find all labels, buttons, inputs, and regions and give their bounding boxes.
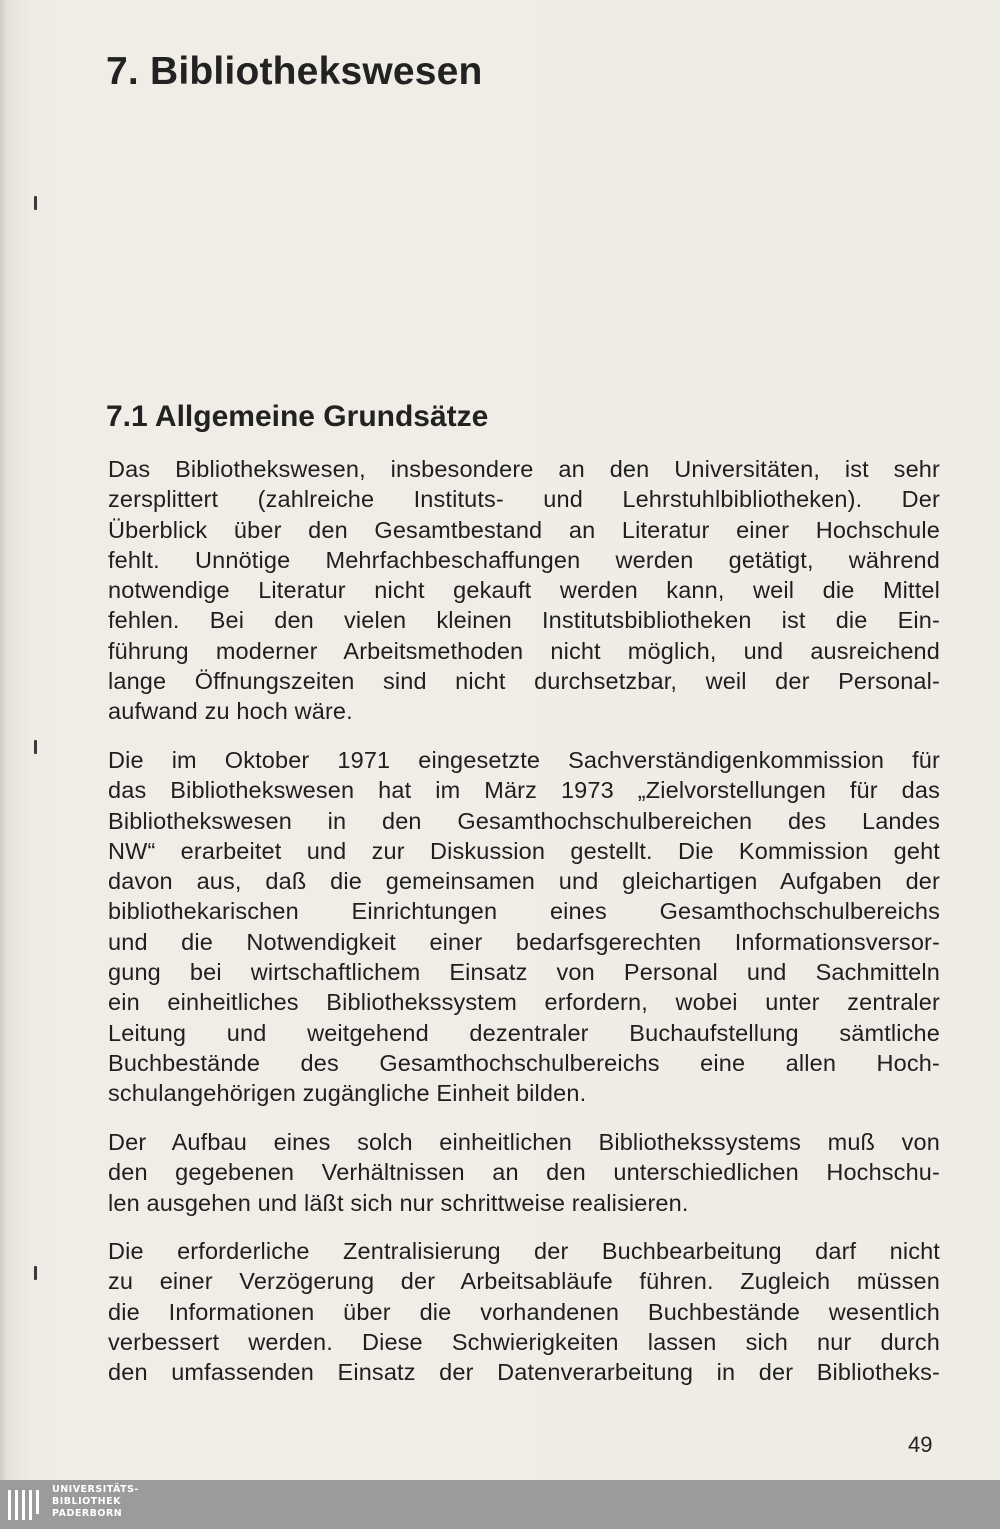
text-line: ein einheitliches Bibliothekssystem erfordern, wobei unter zentraler bbox=[108, 989, 940, 1016]
paragraph-2 bbox=[108, 745, 940, 1109]
text-line: Leitung und weitgehend dezentraler Buchaufstellung sämtliche bbox=[108, 1019, 940, 1046]
text-line: notwendige Literatur nicht gekauft werden kann, weil die Mittel bbox=[108, 577, 940, 604]
text-line: das Bibliothekswesen hat im März 1973 „Zielvorstellungen für das bbox=[108, 777, 940, 804]
text-line: NW“ erarbeitet und zur Diskussion gestellt. Die Kommission geht bbox=[108, 837, 940, 864]
text-line: len ausgehen und läßt sich nur schrittweise realisieren. bbox=[108, 1189, 689, 1216]
text-line: Die im Oktober 1971 eingesetzte Sachverständigenkommission für bbox=[108, 747, 940, 773]
text-line: zu einer Verzögerung der Arbeitsabläufe führen. Zugleich müssen bbox=[108, 1268, 940, 1295]
library-name bbox=[52, 1484, 139, 1520]
margin-mark bbox=[34, 740, 37, 754]
text-line: gung bei wirtschaftlichem Einsatz von Personal und Sachmitteln bbox=[108, 959, 940, 986]
section-title: 7.1 Allgemeine Grundsätze bbox=[106, 400, 489, 433]
text-line: den gegebenen Verhältnissen an den unterschiedlichen Hochschu- bbox=[108, 1159, 940, 1186]
paragraph-3 bbox=[108, 1127, 940, 1218]
library-name-line: BIBLIOTHEK bbox=[52, 1496, 121, 1507]
text-line: davon aus, daß die gemeinsamen und gleichartigen Aufgaben der bbox=[108, 868, 940, 895]
text-line: Bibliothekswesen in den Gesamthochschulbereichen des Landes bbox=[108, 807, 940, 834]
chapter-title: 7. Bibliothekswesen bbox=[106, 50, 483, 93]
text-line: Buchbestände des Gesamthochschulbereichs eine allen Hoch- bbox=[108, 1049, 940, 1076]
text-line: lange Öffnungszeiten sind nicht durchsetzbar, weil der Personal- bbox=[108, 668, 940, 695]
text-line: aufwand zu hoch wäre. bbox=[108, 698, 353, 725]
text-line: Das Bibliothekswesen, insbesondere an den Universitäten, ist sehr bbox=[108, 456, 940, 482]
text-line: die Informationen über die vorhandenen Buchbestände wesentlich bbox=[108, 1298, 940, 1325]
text-line: Überblick über den Gesamtbestand an Literatur einer Hochschule bbox=[108, 516, 940, 543]
paragraph-1 bbox=[108, 454, 940, 727]
text-line: verbessert werden. Diese Schwierigkeiten lassen sich nur durch bbox=[108, 1328, 940, 1355]
text-line: führung moderner Arbeitsmethoden nicht möglich, und ausreichend bbox=[108, 637, 940, 664]
library-logo-icon bbox=[6, 1486, 44, 1524]
text-line: schulangehörigen zugängliche Einheit bilden. bbox=[108, 1080, 587, 1107]
page-gutter-shadow bbox=[0, 0, 8, 1480]
text-line: Der Aufbau eines solch einheitlichen Bibliothekssystems muß von bbox=[108, 1129, 940, 1155]
text-line: bibliothekarischen Einrichtungen eines Gesamthochschulbereichs bbox=[108, 898, 940, 925]
library-name-line: UNIVERSITÄTS- bbox=[52, 1484, 139, 1495]
margin-mark bbox=[34, 1266, 37, 1280]
text-line: und die Notwendigkeit einer bedarfsgerechten Informationsversor- bbox=[108, 928, 940, 955]
text-line: fehlen. Bei den vielen kleinen Institutsbibliotheken ist die Ein- bbox=[108, 607, 940, 634]
text-line: den umfassenden Einsatz der Datenverarbeitung in der Bibliotheks- bbox=[108, 1359, 940, 1386]
text-line: fehlt. Unnötige Mehrfachbeschaffungen werden getätigt, während bbox=[108, 546, 940, 573]
library-name-line: PADERBORN bbox=[52, 1508, 123, 1519]
text-line: Die erforderliche Zentralisierung der Buchbearbeitung darf nicht bbox=[108, 1238, 940, 1264]
library-footer-bar bbox=[0, 1480, 1000, 1529]
margin-mark bbox=[34, 196, 37, 210]
text-line: zersplittert (zahlreiche Instituts- und Lehrstuhlbibliotheken). Der bbox=[108, 486, 940, 513]
paragraph-4 bbox=[108, 1236, 940, 1387]
page-number: 49 bbox=[908, 1432, 933, 1457]
